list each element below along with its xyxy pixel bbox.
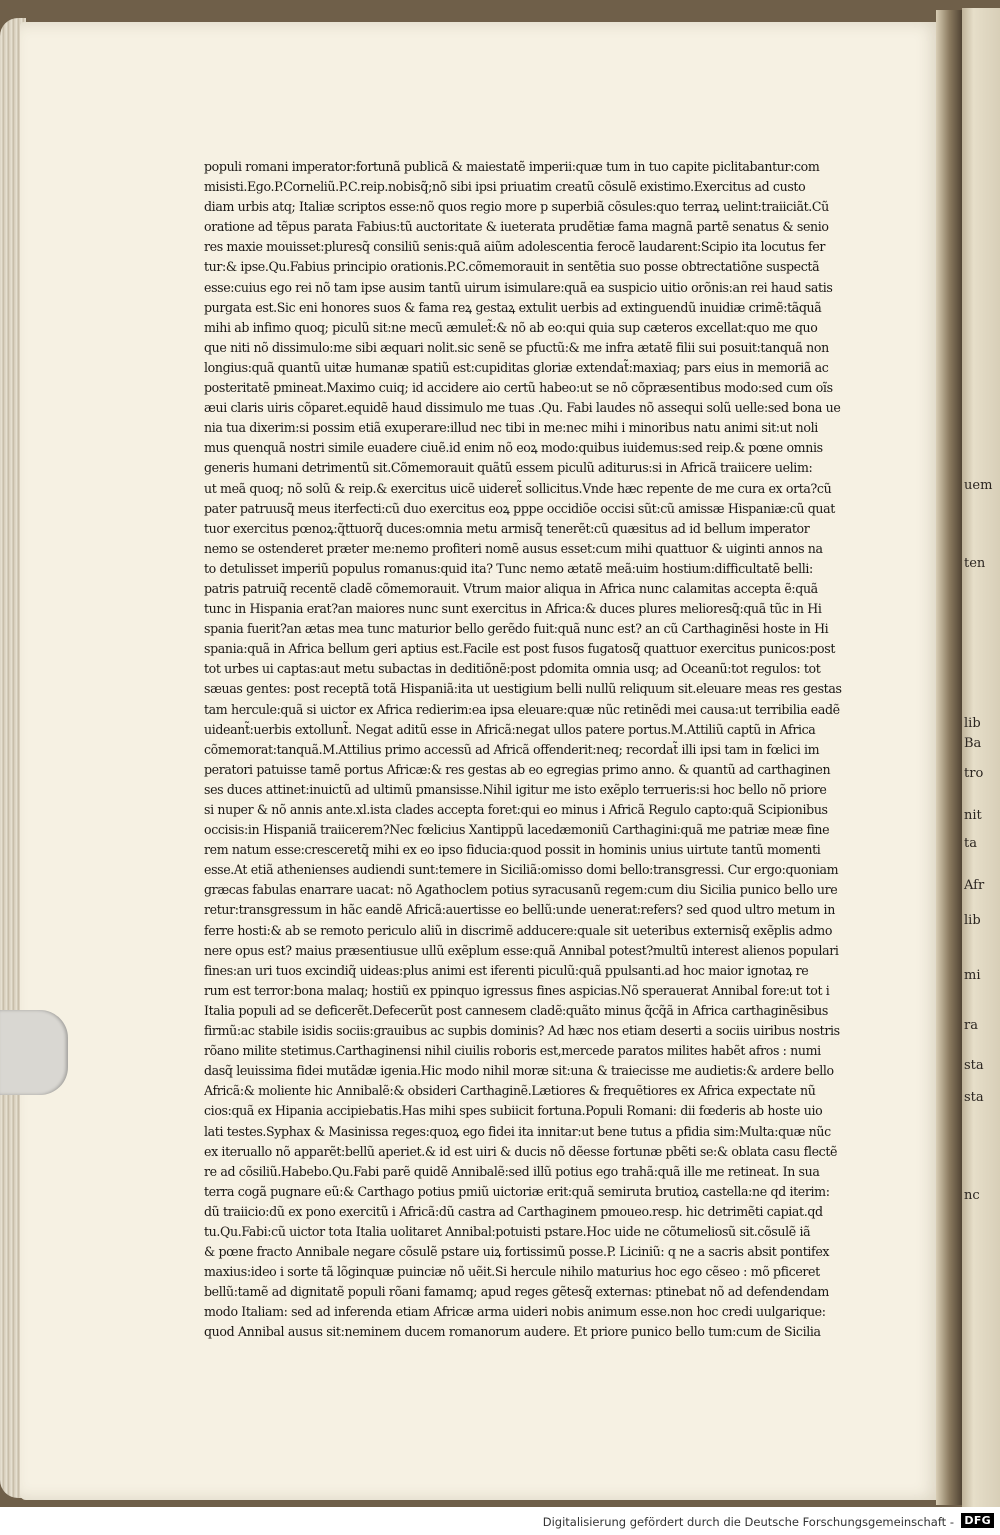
text-line: sæuas gentes: post receptã totã Hispaniã:ita ut uestigium belli nullũ reliquum sit.eleuare meas res gestas <box>204 681 842 697</box>
text-line: & pœne fracto Annibale negare cõsulẽ pstare uiꝝ fortissimũ posse.P. Liciniũ: q ne a sacris absit pontifex <box>204 1244 830 1260</box>
text-line: to detulisset imperiũ populus romanus:quid ita? Tunc nemo ætatẽ meã:uim hostium:difficultatẽ belli: <box>204 560 813 576</box>
text-line: res maxie mouisset:pluresq̃ consiliũ senis:quã aiũm adolescentia ferocẽ laudarent:Scipio ita locutus fer <box>204 239 825 255</box>
text-line: occisis:in Hispaniã traiicerem?Nec fœlicius Xantippũ lacedæmoniũ Carthagini:quã me patriæ meæ fine <box>204 822 830 838</box>
facing-page-fragment: uem <box>964 478 993 493</box>
facing-page-fragment: lib <box>964 716 981 731</box>
text-line: si nuper & nõ annis ante.xl.ista clades accepta foret:qui eo minus i Africã Regulo capto:quã Scipionibus <box>204 802 828 817</box>
footer-bar <box>0 1507 1000 1535</box>
text-line: tam hercule:quã si uictor ex Africa redierim:ea ipsa eleuare:quæ nũc retinẽdi mei causa:ut terribilia eadẽ <box>204 701 840 717</box>
page-clip-tab <box>0 1010 68 1095</box>
text-line: mus quenquã nostri simile euadere ciuẽ.id enim nõ eoꝝ modo:quibus iuidemus:sed reip.& pœne omnis <box>204 440 823 456</box>
text-line: græcas fabulas enarrare uacat: nõ Agathoclem potius syracusanũ regem:cum diu Sicilia punico bello ure <box>204 882 838 898</box>
text-line: ferre hosti:& ab se remoto periculo aliũ in discrimẽ adducere:quale sit ueteribus externisq̃ exẽplis admo <box>204 922 833 938</box>
facing-page-fragment: ra <box>964 1018 978 1033</box>
text-line: posteritatẽ pmineat.Maximo cuiq; id accidere aio certũ habeo:ut se nõ cõpræsentibus modo:sed cum oĩs <box>204 380 833 396</box>
facing-page-fragment: nc <box>964 1188 980 1203</box>
text-line: dũ traiicio:dũ ex pono exercitũ i Africã:dũ castra ad Carthaginem pmoueo.resp. hic detrimẽti capiat.qd <box>204 1203 823 1219</box>
text-line: Italia populi ad se deficerẽt.Defecerũt post cannesem cladẽ:quãto minus q̃cq̃ã in Africa carthaginẽsibus <box>204 1002 828 1018</box>
text-line: esse.At etiã athenienses audiendi sunt:temere in Siciliã:omisso domi bello:transgressi. Cur ergo:quoniam <box>204 862 839 878</box>
text-line: tunc in Hispania erat?an maiores nunc sunt exercitus in Africa:& duces plures melioresq̃:quã tũc in Hi <box>204 601 822 617</box>
text-line: diam urbis atq; Italiæ scriptos esse:nõ quos regio more p superbiã cõsules:quo terraꝝ uelint:traiiciãt.Cũ <box>204 199 829 215</box>
text-line: terra cogã pugnare eũ:& Carthago potius pmiũ uictoriæ erit:quã semiruta brutioꝝ castella:ne qd iterim: <box>204 1183 830 1199</box>
text-line: misisti.Ego.P.Corneliũ.P.C.reip.nobisq̃;nõ sibi ipsi priuatim creatũ cõsulẽ existimo.Exercitus ad custo <box>204 179 806 195</box>
text-line: oratione ad tẽpus parata Fabius:tũ auctoritate & iueterata prudẽtiæ fama magnã partẽ senatus & senio <box>204 219 829 235</box>
text-line: mihi ab infimo quoq; piculũ sit:ne mecũ æmulet̃:& nõ ab eo:qui quia sup cæteros excellat:quo me quo <box>204 319 818 335</box>
text-line: tur:& ipse.Qu.Fabius principio orationis.P.C.cõmemorauit in sentẽtia suo posse obtrectatiõne suspectã <box>204 259 820 275</box>
text-line: modo Italiam: sed ad inferenda etiam Africæ arma uideri nobis animum esse.non hoc credi uulgarique: <box>204 1304 826 1320</box>
text-line: rem natum esse:cresceretq̃ mihi ex eo ipso fiducia:quod possit in hominis unius uirtute tantũ momenti <box>204 842 821 858</box>
text-line: purgata est.Sic eni honores suos & fama reꝝ gestaꝝ extulit uerbis ad extinguendũ inuidiæ crimẽ:tãquã <box>204 299 822 315</box>
text-line: spania fuerit?an ætas mea tunc maturior bello gerẽdo fuit:quã nunc est? an cũ Carthaginẽsi hoste in Hi <box>204 621 829 637</box>
text-line: nemo se ostenderet præter me:nemo profiteri nomẽ ausus esset:cum mihi quattuor & uiginti annos na <box>204 540 823 556</box>
facing-page-fragment: ta <box>964 836 977 851</box>
text-line: rum est terror:bona malaq; hostiũ ex ppinquo igressus fines aspicias.Nõ sperauerat Annibal fore:ut tot i <box>204 982 830 998</box>
text-line: bellũ:tamẽ ad dignitatẽ populi rõani famamq; apud reges gẽtesq̃ externas: ptinebat nõ ad defendendam <box>204 1284 829 1300</box>
text-line: pater patruusq̃ meus iterfecti:cũ duo exercitus eoꝝ pppe occidiõe occisi sũt:cũ amissæ Hispaniæ:cũ quat <box>204 500 835 516</box>
text-line: uideant̃:uerbis extollunt̃. Negat aditũ esse in Africã:negat ullos patere portus.M.Attiliũ captũ in Africa <box>204 721 816 737</box>
text-line: re ad cõsiliũ.Habebo.Qu.Fabi parẽ quidẽ Annibalẽ:sed illũ potius ego trahã:quã ille me retineat. In sua <box>204 1163 820 1179</box>
text-line: populi romani imperator:fortunã publicã & maiestatẽ imperii:quæ tum in tuo capite piclitabantur:com <box>204 159 820 174</box>
facing-page-fragment: lib <box>964 913 981 928</box>
facing-page-fragment: sta <box>964 1090 984 1105</box>
facing-page-fragment: Ba <box>964 736 982 751</box>
text-line: tu.Qu.Fabi:cũ uictor tota Italia uolitaret Annibal:potuisti pstare.Hoc uide ne cõtumeliosũ sit.cõsulẽ iã <box>204 1223 811 1239</box>
facing-page-fragment: nit <box>964 808 982 823</box>
facing-page-fragment: sta <box>964 1058 984 1073</box>
text-line: Africã:& moliente hic Annibalẽ:& obsideri Carthaginẽ.Lætiores & frequẽtiores ex Africa expectate nũ <box>204 1083 816 1099</box>
latin-text-block <box>204 157 919 1343</box>
text-line: tuor exercitus pœnoꝝ:q̃ttuorq̃ duces:omnia metu armisq̃ tenerẽt:cũ quæsitus ad id bellum imperator <box>204 520 810 536</box>
text-line: dasq̃ leuissima fidei mutãdæ igenia.Hic modo nihil moræ sit:una & traiecisse me audietis:& ardere bello <box>204 1063 834 1079</box>
text-line: quod Annibal ausus sit:neminem ducem romanorum audere. Et priore punico bello tum:cum de Sicilia <box>204 1324 821 1340</box>
text-line: firmũ:ac stabile isidis sociis:grauibus ac supbis dominis? Ad hæc nos etiam deserti a sociis uiribus nostris <box>204 1023 840 1039</box>
facing-page-fragment: tro <box>964 766 984 781</box>
text-line: peratori patuisse tamẽ portus Africæ:& res gestas ab eo egregias primo anno. & quantũ ad carthaginen <box>204 761 831 777</box>
text-line: retur:transgressum in hãc eandẽ Africã:auertisse eo bellũ:unde uenerat:refers? sed quod ultro metum in <box>204 902 835 918</box>
text-line: esse:cuius ego rei nõ tam ipse ausim tantũ uirum isimulare:quã ea suspicio uitio orõnis:an rei haud satis <box>204 279 833 295</box>
text-line: æui claris uiris cõparet.equidẽ haud dissimulo me tuas .Qu. Fabi laudes nõ assequi solũ uelle:sed bona ue <box>204 400 841 416</box>
text-line: longius:quã quantũ uitæ humanæ spatiũ est:cupiditas gloriæ extendat̃:maxiaq; pars eius in memoriã ac <box>204 359 829 375</box>
text-line: nere opus est? maius præsentiusue ullũ exẽplum esse:quã Annibal potest?multũ interest alienos populari <box>204 942 839 958</box>
text-line: tot urbes ui captas:aut metu subactas in deditiõnẽ:post pdomita omnia usq; ad Oceanũ:tot regulos: tot <box>204 661 821 677</box>
facing-page-fragment: ten <box>964 556 986 571</box>
text-line: ut meã quoq; nõ solũ & reip.& exercitus uicẽ uideret̃ sollicitus.Vnde hæc repente de me cura ex orta?cũ <box>204 480 832 496</box>
facing-page-fragment: Afr <box>964 878 985 893</box>
text-line: que niti nõ dissimulo:me sibi æquari nolit.sic senẽ se pfuctũ:& me infra ætatẽ filii sui posuit:tanquã non <box>204 339 829 355</box>
text-line: ses duces attinet:inuictũ ad ultimũ pmansisse.Nihil igitur me isto exẽplo terrueris:si hoc bello nõ priore <box>204 781 827 797</box>
text-line: patris patruiq̃ recentẽ cladẽ cõmemorauit. Vtrum maior aliqua in Africa nunc calamitas accepta ẽ:quã <box>204 580 818 596</box>
dfg-logo: DFG <box>961 1513 994 1528</box>
facing-page-edge <box>962 8 1000 1507</box>
text-line: cios:quã ex Hipania accipiebatis.Has mihi spes subiicit fortuna.Populi Romani: dii fœderis ab hoste uio <box>204 1103 823 1119</box>
text-line: nia tua dixerim:si possim etiã exuperare:illud nec tibi in me:nec mihi i minoribus natu animi sit:ut noli <box>204 420 818 436</box>
text-line: spania:quã in Africa bellum geri aptius est.Facile est post fusos fugatosq̃ quattuor exercitus punicos:post <box>204 641 836 657</box>
facing-page-fragment: mi <box>964 968 981 983</box>
funding-credit: Digitalisierung gefördert durch die Deutsche Forschungsgemeinschaft - <box>542 1515 954 1529</box>
text-line: fines:an uri tuos excindiq̃ uideas:plus animi est iferenti piculũ:quã ppulsanti.ad hoc maior ignotaꝝ re <box>204 962 809 978</box>
text-line: lati testes.Syphax & Masinissa reges:quoꝝ ego fidei ita innitar:ut bene tutus a pfidia sim:Multa:quæ nũc <box>204 1123 831 1139</box>
text-line: cõmemorat:tanquã.M.Attilius primo accessũ ad Africã offenderit:neq; recordat̃ illi ipsi tam in fœlici im <box>204 741 820 757</box>
text-line: rõano milite stetimus.Carthaginensi nihil ciuilis roboris est,mercede paratos milites habẽt afros : numi <box>204 1043 821 1059</box>
text-line: ex iteruallo nõ apparẽt:bellũ aperiet.& id est uiri & ducis nõ dẽesse fortunæ pbẽti se:& oblata casu flectẽ <box>204 1143 838 1159</box>
text-line: maxius:ideo i sorte tã lõginquæ puinciæ nõ uẽit.Si hercule nihilo maturius hoc ego cẽseo : mõ pficeret <box>204 1264 820 1280</box>
text-line: generis humani detrimentũ sit.Cõmemorauit quãtũ essem piculũ aditurus:si in Africã traiicere uelim: <box>204 460 813 476</box>
